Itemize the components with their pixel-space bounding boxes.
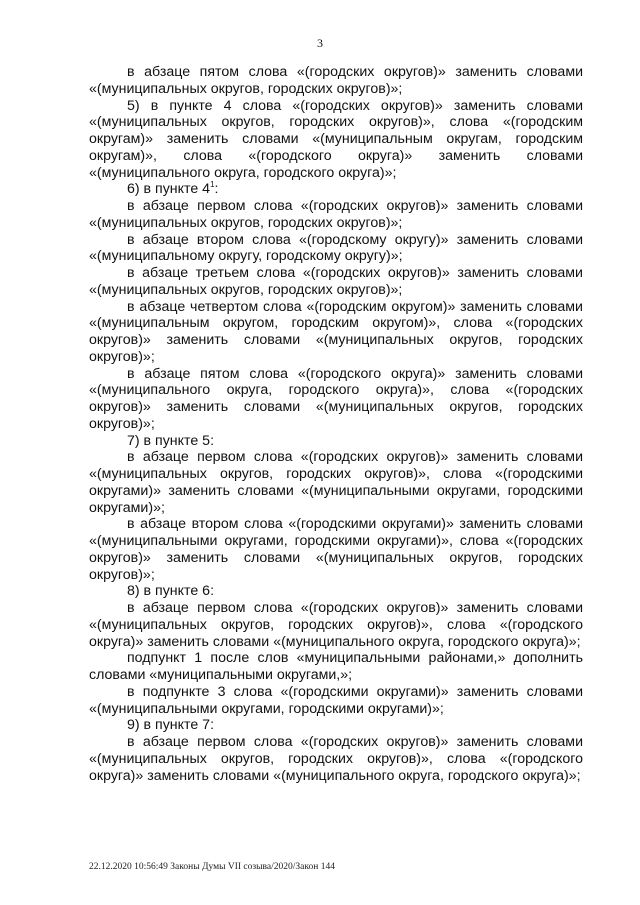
paragraph: в абзаце третьем слова «(городских округов)» заменить словами «(муниципальных округов, городских округов)»;: [89, 265, 583, 298]
paragraph: в абзаце втором слова «(городскими округами)» заменить словами «(муниципальными округами, городскими округами)», слова «(городских округов)» заменить словами «(муниципальных округов, городских округов)»;: [89, 516, 583, 583]
paragraph: в абзаце пятом слова «(городского округа)» заменить словами «(муниципального округа, городского округа)», слова «(городских округов)» заменить словами «(муниципальных округов, городских округов)»;: [89, 365, 583, 432]
paragraph: в абзаце втором слова «(городскому округу)» заменить словами «(муниципальному округу, городскому округу)»;: [89, 231, 583, 265]
paragraph: 8) в пункте 6:: [127, 583, 215, 600]
page-number: 3: [317, 36, 323, 50]
paragraph: в подпункте 3 слова «(городскими округами)» заменить словами «(муниципальными округами, городскими округами)»;: [89, 683, 583, 717]
item-6-superscript: 1: [210, 180, 215, 190]
paragraph: подпункт 1 после слов «муниципальными районами,» дополнить словами «муниципальными округами,»;: [89, 650, 583, 683]
paragraph: 5) в пункте 4 слова «(городских округов)» заменить словами «(муниципальных округов, городских округов)», слова «(городским округам)» заменить словами «(муниципальным округам, городским округам)», слова «(городского округа)» заменить словами «(муниципального округа, городского округа)»;: [89, 97, 583, 181]
document-body: [89, 64, 583, 784]
item-6-text: 6) в пункте 4: [127, 181, 211, 198]
paragraph-item-6: [89, 181, 583, 198]
paragraph: в абзаце первом слова «(городских округов)» заменить словами «(муниципальных округов, городских округов)», слова «(городскими округами)» заменить словами «(муниципальными округами, городскими округами)»;: [89, 449, 583, 516]
paragraph: 7) в пункте 5:: [127, 432, 215, 449]
document-footer: 22.12.2020 10:56:49 Законы Думы VII созыва/2020/Закон 144: [89, 862, 335, 872]
item-6-colon: :: [214, 181, 219, 198]
paragraph: в абзаце пятом слова «(городских округов)» заменить словами «(муниципальных округов, городских округов)»;: [89, 64, 583, 97]
paragraph: в абзаце первом слова «(городских округов)» заменить словами «(муниципальных округов, городских округов)»;: [89, 198, 583, 231]
paragraph: в абзаце четвертом слова «(городским округом)» заменить словами «(муниципальным округом, городским округом)», слова «(городских округов)» заменить словами «(муниципальных округов, городских округов)»;: [89, 298, 583, 365]
paragraph: в абзаце первом слова «(городских округов)» заменить словами «(муниципальных округов, городских округов)», слова «(городского округа)» заменить словами «(муниципального округа, городского округа)»;: [89, 734, 583, 784]
paragraph: в абзаце первом слова «(городских округов)» заменить словами «(муниципальных округов, городских округов)», слова «(городского округа)» заменить словами «(муниципального округа, городского округа)»;: [89, 600, 583, 650]
paragraph: 9) в пункте 7:: [127, 717, 215, 734]
